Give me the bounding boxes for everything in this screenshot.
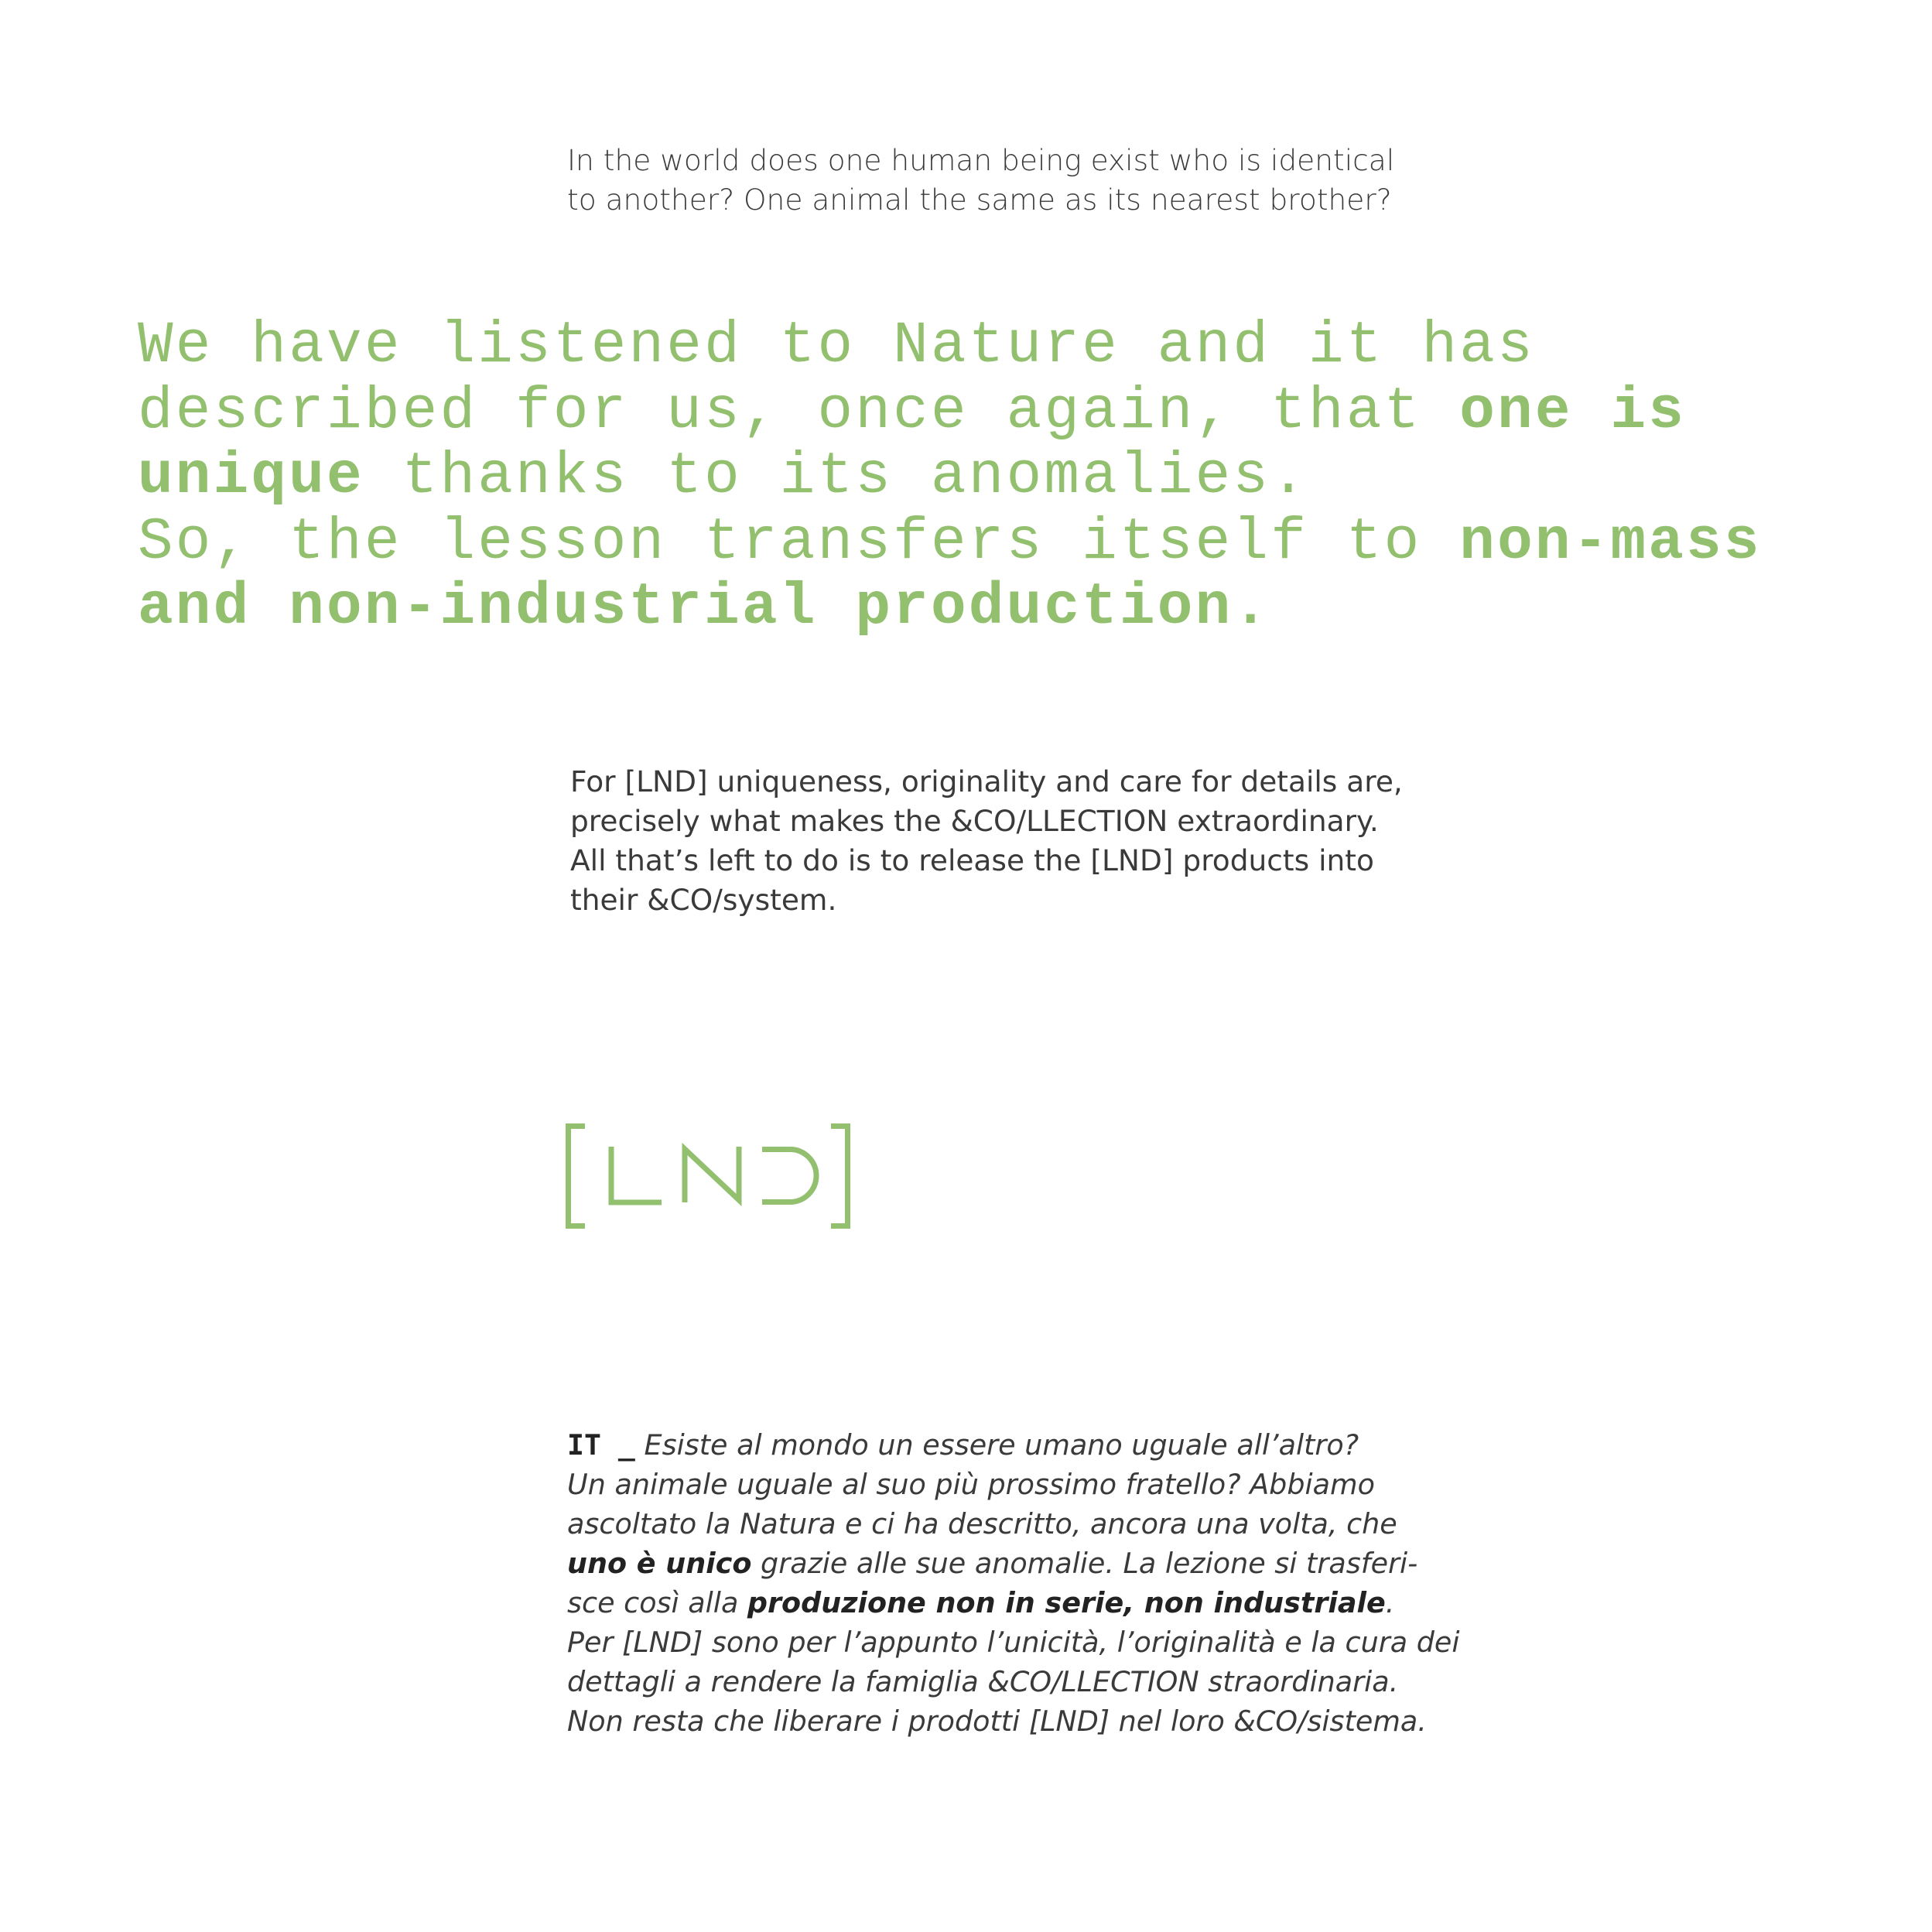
english-line: All that’s left to do is to release the [LND] products into — [570, 843, 1374, 877]
italian-emphasis: produzione non in serie, non industriale — [747, 1586, 1386, 1619]
quote-text: So, the lesson transfers itself to — [138, 508, 1460, 576]
italian-text: sce così alla — [567, 1586, 747, 1619]
quote-line — [138, 379, 1902, 445]
lnd-logo — [566, 1123, 850, 1229]
quote-emphasis: unique — [138, 443, 364, 510]
english-line: For [LND] uniqueness, originality and care for details are, — [570, 764, 1403, 798]
italian-text: Esiste al mondo un essere umano uguale all’altro? — [634, 1428, 1359, 1462]
intro-paragraph — [567, 141, 1395, 220]
italian-line: dettagli a rendere la famiglia &CO/LLECTION straordinaria. — [567, 1665, 1399, 1698]
english-line: precisely what makes the &CO/LLECTION extraordinary. — [570, 804, 1379, 838]
quote-emphasis: one is — [1459, 378, 1687, 445]
quote-line — [138, 575, 1902, 641]
language-tag: IT _ — [567, 1428, 635, 1462]
english-paragraph — [570, 762, 1403, 920]
quote-text: described for us, once again, that — [138, 378, 1460, 445]
quote-emphasis: non-mass — [1459, 508, 1762, 576]
italian-paragraph — [567, 1425, 1460, 1741]
intro-line: In the world does one human being exist who is identical — [567, 143, 1395, 177]
quote-line — [138, 510, 1902, 576]
italian-line: ascoltato la Natura e ci ha descritto, ancora una volta, che — [567, 1507, 1397, 1540]
italian-line — [567, 1583, 1395, 1623]
lnd-logo-mark — [566, 1123, 850, 1229]
italian-text: grazie alle sue anomalie. La lezione si trasferi- — [751, 1547, 1418, 1580]
quote-text: We have listened to Nature and it has — [138, 313, 1535, 379]
quote-line — [138, 444, 1902, 510]
italian-line — [567, 1544, 1418, 1583]
italian-text: . — [1385, 1586, 1395, 1619]
italian-line: Per [LND] sono per l’appunto l’unicità, l’originalità e la cura dei — [567, 1626, 1460, 1659]
quote-line — [138, 313, 1902, 379]
italian-line: Non resta che liberare i prodotti [LND] nel loro &CO/sistema. — [567, 1705, 1427, 1738]
italian-emphasis: uno è unico — [567, 1547, 752, 1580]
quote-emphasis: and non-industrial production. — [138, 574, 1271, 641]
intro-line: to another? One animal the same as its nearest brother? — [567, 183, 1392, 217]
italian-line: Un animale uguale al suo più prossimo fratello? Abbiamo — [567, 1468, 1375, 1501]
italian-line — [567, 1425, 1380, 1465]
english-line: their &CO/system. — [570, 883, 837, 917]
pull-quote — [138, 313, 1902, 641]
quote-text: thanks to its anomalies. — [364, 443, 1309, 510]
